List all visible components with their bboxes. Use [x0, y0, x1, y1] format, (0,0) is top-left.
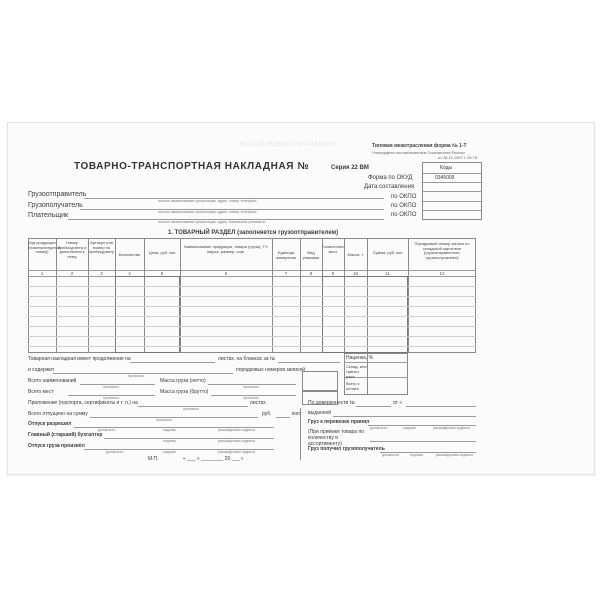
- accepted-signature-hint: подпись: [403, 426, 417, 430]
- codes-label-okpo-2: по ОКПО: [391, 203, 417, 209]
- col-num-9: 9: [331, 271, 335, 276]
- accepted-note-field[interactable]: [370, 441, 476, 442]
- cargo-signature-hint: подпись: [163, 450, 177, 454]
- consignee-hint: полное наименование организации, адрес, номер телефона: [158, 210, 257, 214]
- table-body-block: [322, 276, 408, 353]
- total-sum-label: Всего отпущено на сумму: [28, 411, 88, 417]
- form-note-line2: Утверждена постановлением Госкомстата России: [372, 150, 465, 155]
- attachment-sheets-label: листах: [250, 400, 266, 406]
- table-row[interactable]: [28, 346, 476, 347]
- col-header-1: Код продукции (номенклатурный номер): [28, 240, 61, 255]
- col-num-1: 1: [40, 271, 44, 276]
- accountant-signature-hint: подпись: [163, 439, 177, 443]
- total-sum-hint: прописью: [156, 418, 172, 422]
- net-weight-hint: прописью: [243, 385, 259, 389]
- total-places-hint: прописью: [103, 396, 119, 400]
- section-title: 1. ТОВАРНЫЙ РАЗДЕЛ (заполняется грузоотправителем): [168, 230, 339, 236]
- col-num-3: 3: [100, 271, 103, 276]
- rub-label: руб.: [262, 411, 272, 417]
- codes-label-okud: Форма по ОКУД: [368, 175, 413, 181]
- table-row[interactable]: [28, 296, 476, 297]
- payer-label: Плательщик: [28, 212, 69, 219]
- form-note-line3: от 28.11.1997 г. № 78: [438, 155, 477, 160]
- cargo-position-hint: должность: [106, 450, 124, 454]
- codes-label-okpo-1: по ОКПО: [391, 194, 417, 200]
- total-items-hint: прописью: [103, 385, 119, 389]
- release-decode-hint: расшифровка подписи: [218, 428, 255, 432]
- accountant-decode-hint: расшифровка подписи: [218, 439, 255, 443]
- payer-hint: полное наименование организации, адрес, банковские реквизиты: [158, 220, 266, 224]
- records-label: порядковых номеров записей: [236, 367, 306, 373]
- release-signature-hint: подпись: [163, 428, 177, 432]
- release-date: « ___ » ________ 20 ___ г.: [183, 456, 244, 462]
- col-num-6: 6: [224, 271, 228, 276]
- col-num-5: 5: [160, 271, 164, 276]
- cargo-decode-hint: расшифровка подписи: [218, 450, 255, 454]
- accepted-position-hint: должность: [370, 426, 388, 430]
- table-row[interactable]: [28, 306, 476, 307]
- col-header-6: Наименование продукции, товара (груза), ТУ, марка, размер, сорт: [183, 244, 269, 254]
- total-items-label: Всего наименований: [28, 378, 77, 384]
- col-num-10: 10: [352, 271, 358, 276]
- contains-label: и содержит: [28, 367, 55, 373]
- codes-header: Коды: [440, 165, 453, 171]
- received-label: Груз получил грузополучатель: [308, 446, 385, 452]
- accepted-note: (При приёмке товара по количеству и ассортименту): [308, 429, 364, 447]
- col-num-4: 4: [128, 271, 131, 276]
- total-to-pay-label: Всего к оплате: [346, 381, 360, 391]
- issued-field[interactable]: [333, 416, 476, 417]
- attorney-number-field[interactable]: [356, 406, 391, 407]
- col-header-2: Номер прейскуранта и дополнения к нему: [57, 240, 87, 259]
- kop-field[interactable]: [276, 417, 290, 418]
- codes-label-okpo-3: по ОКПО: [391, 212, 417, 218]
- col-num-12: 12: [439, 271, 445, 276]
- consignor-hint: полное наименование организации, адрес, номер телефона: [158, 199, 257, 203]
- received-signature-hint: подпись: [410, 453, 424, 457]
- release-allowed-label: Отпуск разрешил: [28, 421, 72, 427]
- continuation-sheets-field[interactable]: [130, 362, 215, 363]
- col-header-9: Количество мест: [322, 244, 344, 254]
- contains-hint: прописью: [128, 374, 144, 378]
- attorney-label: По доверенности №: [308, 400, 356, 406]
- col-header-4: Количество: [118, 252, 141, 257]
- received-decode-hint: расшифровка подписи: [436, 453, 473, 457]
- net-weight-label: Масса груза (нетто): [160, 378, 206, 384]
- kop-label: коп.: [292, 411, 302, 417]
- table-row[interactable]: [28, 336, 476, 337]
- ghost-header: ВТОРОЙ ЭКЗЕМПЛЯР ПОДЛИНН...: [240, 142, 340, 148]
- attachment-label: Приложение (паспорта, сертификаты и т. п.) на: [28, 400, 138, 406]
- col-header-10: Масса, т: [347, 252, 364, 257]
- attorney-from-label: от «: [393, 400, 403, 406]
- warehouse-label: Склад. или трансп. расх.: [346, 364, 367, 379]
- col-num-11: 11: [385, 271, 390, 276]
- table-body-block: [115, 276, 180, 353]
- accepted-label: Груз к перевозке принял: [308, 419, 370, 425]
- total-places-label: Всего мест: [28, 389, 54, 395]
- issued-label: выданной: [308, 410, 332, 416]
- accepted-decode-hint: расшифровка подписи: [433, 426, 470, 430]
- col-header-12: Порядковый номер записи по складской картотеке (грузоотправителю, грузополучателю): [414, 241, 470, 260]
- release-position-hint: должность: [98, 428, 116, 432]
- col-header-8: Вид упаковки: [302, 250, 320, 260]
- okud-code: 0345009: [435, 175, 455, 181]
- col-header-7: Единица измерения: [275, 250, 297, 260]
- continuation-label: Товарная накладная имеет продолжение на: [28, 356, 131, 362]
- col-num-8: 8: [309, 271, 313, 276]
- col-num-7: 7: [284, 271, 288, 276]
- col-header-3: Артикул или номер по прейскуранту: [88, 240, 115, 255]
- received-position-hint: должность: [382, 453, 400, 457]
- weight-box[interactable]: [302, 371, 338, 391]
- stamp-mark: М.П.: [148, 456, 159, 462]
- total-sum-field[interactable]: [90, 417, 258, 418]
- codes-label-date: Дата составления: [364, 184, 415, 190]
- attorney-date-field[interactable]: [406, 406, 476, 407]
- chief-accountant-label: Главный (старший) бухгалтер: [28, 432, 103, 438]
- continuation-forms-label: листах, на бланках за №: [218, 356, 276, 362]
- waybill-form: [7, 122, 595, 475]
- col-num-2: 2: [70, 271, 74, 276]
- gross-weight-hint: прописью: [243, 396, 259, 400]
- continuation-forms-field[interactable]: [278, 362, 340, 363]
- attachment-hint: прописью: [183, 407, 199, 411]
- cargo-released-label: Отпуск груза произвёл: [28, 443, 85, 449]
- table-row[interactable]: [28, 286, 476, 287]
- gross-weight-label: Масса груза (брутто): [160, 389, 209, 395]
- document-title: ТОВАРНО-ТРАНСПОРТНАЯ НАКЛАДНАЯ №: [74, 161, 310, 172]
- col-header-5: Цена, руб. коп: [148, 250, 176, 255]
- markup-label: Наценка, %: [346, 355, 374, 361]
- consignee-label: Грузополучатель: [28, 202, 83, 209]
- form-note-line1: Типовая межотраслевая форма № 1-Т: [372, 143, 467, 149]
- table-row[interactable]: [28, 326, 476, 327]
- col-header-11: Сумма, руб. коп: [372, 250, 403, 255]
- series-label: Серия 22 ВМ: [331, 165, 369, 171]
- table-row[interactable]: [28, 316, 476, 317]
- consignor-label: Грузоотправитель: [28, 191, 87, 198]
